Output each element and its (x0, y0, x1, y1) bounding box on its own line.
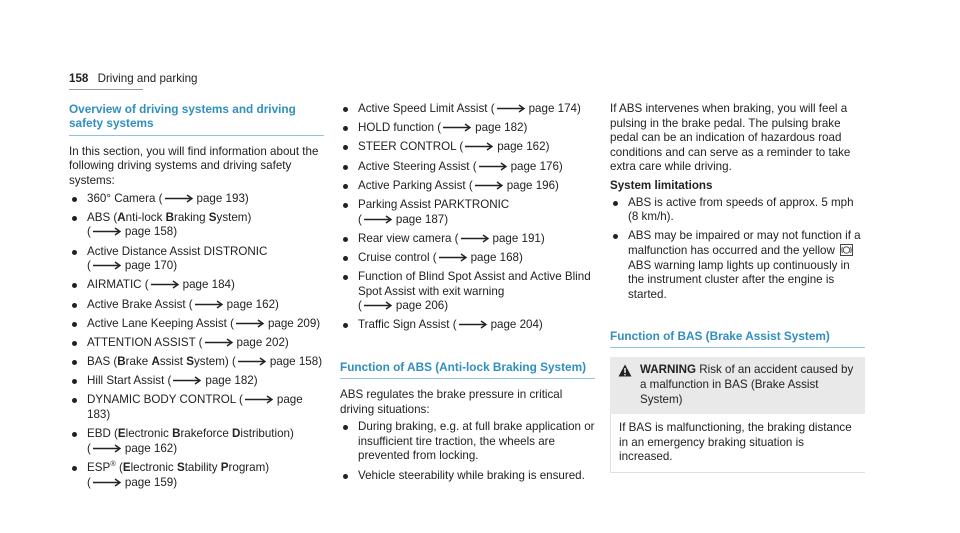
systems-list-continued (340, 102, 595, 333)
arrow-right-icon (479, 162, 509, 171)
page-header (69, 72, 197, 87)
section-heading-overview: Overview of driving systems and driving safety systems (69, 102, 324, 136)
arrow-right-icon (364, 301, 394, 310)
page-link[interactable]: page 162) (124, 441, 178, 455)
systems-list (69, 192, 324, 491)
list-item: Active Brake Assist ( page 162) (69, 298, 324, 313)
list-item: Function of Blind Spot Assist and Active Blind Spot Assist with exit warning ( page 206) (340, 270, 595, 314)
arrow-right-icon (93, 227, 123, 236)
system-limitations-list (610, 196, 865, 303)
section-heading-abs: Function of ABS (Anti-lock Braking System) (340, 360, 595, 379)
abs-warning-lamp-icon (840, 244, 853, 256)
page-link[interactable]: page 209) (267, 316, 321, 330)
list-item: AIRMATIC ( page 184) (69, 278, 324, 293)
page-link[interactable]: page 168) (470, 250, 523, 264)
page-link[interactable]: page 174) (528, 102, 581, 115)
arrow-right-icon (93, 444, 123, 453)
page-link[interactable]: page 182) (205, 374, 258, 388)
list-item: Parking Assist PARKTRONIC ( page 187) (340, 198, 595, 227)
page-link[interactable]: page 191) (492, 231, 545, 245)
arrow-right-icon (238, 357, 268, 366)
section-heading-bas: Function of BAS (Brake Assist System) (610, 329, 865, 348)
page-link[interactable]: page 202) (236, 335, 289, 349)
page-link[interactable]: page 196) (506, 178, 559, 192)
page-link[interactable]: page 184) (182, 278, 235, 292)
list-item: HOLD function ( page 182) (340, 121, 595, 136)
column-1 (69, 102, 324, 495)
arrow-right-icon (151, 280, 181, 289)
list-item: ATTENTION ASSIST ( page 202) (69, 336, 324, 351)
page-link[interactable]: page 158) (269, 355, 323, 369)
arrow-right-icon (93, 261, 123, 270)
list-item: Traffic Sign Assist ( page 204) (340, 318, 595, 333)
column-3 (610, 102, 865, 473)
page-link[interactable]: page 183) (87, 393, 303, 422)
arrow-right-icon (195, 300, 225, 309)
list-item: ESP® (Electronic Stability Program) ( page 159) (69, 461, 324, 490)
arrow-right-icon (236, 319, 266, 328)
page-link[interactable]: page 162) (497, 140, 550, 154)
arrow-right-icon (461, 234, 491, 243)
list-item: During braking, e.g. at full brake application or insufficient tire traction, the wheels are prevented from locking. (340, 420, 595, 464)
page-link[interactable]: page 193) (196, 191, 249, 205)
arrow-right-icon (165, 194, 195, 203)
page-link[interactable]: page 170) (124, 259, 178, 273)
list-item: ABS may be impaired or may not function if a malfunction has occurred and the yellow ABS warning lamp lights up continuously in the instrument cluster after the engine is started. (610, 229, 865, 302)
arrow-right-icon (205, 338, 235, 347)
list-item: Hill Start Assist ( page 182) (69, 374, 324, 389)
arrow-right-icon (364, 215, 394, 224)
list-item: STEER CONTROL ( page 162) (340, 140, 595, 155)
abs-list (340, 420, 595, 483)
list-item: Active Steering Assist ( page 176) (340, 160, 595, 175)
list-item: Active Speed Limit Assist ( page 174) (340, 102, 595, 117)
page-link[interactable]: page 158) (124, 225, 178, 239)
list-item: Cruise control ( page 168) (340, 251, 595, 266)
arrow-right-icon (93, 478, 123, 487)
list-item: BAS (Brake Assist System) ( page 158) (69, 355, 324, 370)
arrow-right-icon (459, 320, 489, 329)
page-link[interactable]: page 206) (395, 299, 449, 313)
page-link[interactable]: page 182) (475, 121, 528, 135)
warning-box-header (610, 357, 865, 414)
warning-text: Risk of an accident caused by a malfunction in BAS (Brake Assist System) (640, 363, 854, 406)
list-item: EBD (Electronic Brakeforce Distribution) ( page 162) (69, 427, 324, 456)
list-item: Rear view camera ( page 191) (340, 232, 595, 247)
list-item: Active Lane Keeping Assist ( page 209) (69, 317, 324, 332)
list-item: Active Parking Assist ( page 196) (340, 179, 595, 194)
column-2 (340, 102, 595, 488)
arrow-right-icon (439, 253, 469, 262)
arrow-right-icon (245, 395, 275, 404)
list-item: DYNAMIC BODY CONTROL ( page 183) (69, 393, 324, 422)
page-link[interactable]: page 162) (226, 297, 279, 311)
warning-triangle-icon (618, 364, 632, 377)
page-section-title: Driving and parking (97, 72, 198, 85)
arrow-right-icon (443, 123, 473, 132)
list-item: Vehicle steerability while braking is ensured. (340, 469, 595, 484)
arrow-right-icon (465, 142, 495, 151)
abs-intro: ABS regulates the brake pressure in critical driving situations: (340, 388, 563, 416)
page-link[interactable]: page 176) (510, 159, 563, 173)
warning-box-body: If BAS is malfunctioning, the braking distance in an emergency braking situation is increased. (610, 414, 865, 473)
list-item: Active Distance Assist DISTRONIC ( page 170) (69, 245, 324, 274)
abs-paragraph: If ABS intervenes when braking, you will feel a pulsing in the brake pedal. The pulsing brake pedal can be an indication of hazardous road conditions and can serve as a reminder to take extra care while driving. (610, 102, 851, 174)
arrow-right-icon (173, 376, 203, 385)
warning-label: WARNING (640, 363, 697, 377)
list-item: 360° Camera ( page 193) (69, 192, 324, 207)
list-item: ABS (Anti-lock Braking System) ( page 158) (69, 211, 324, 240)
header-divider (69, 89, 143, 90)
page-number: 158 (69, 72, 89, 85)
arrow-right-icon (497, 104, 527, 113)
system-limitations-label: System limitations (610, 178, 713, 192)
page-link[interactable]: page 159) (124, 475, 178, 489)
arrow-right-icon (475, 181, 505, 190)
page-link[interactable]: page 187) (395, 212, 449, 226)
list-item: ABS is active from speeds of approx. 5 mph (8 km/h). (610, 196, 865, 225)
page-link[interactable]: page 204) (490, 318, 543, 332)
overview-intro: In this section, you will find information about the following driving systems and driving safety systems: (69, 144, 319, 187)
